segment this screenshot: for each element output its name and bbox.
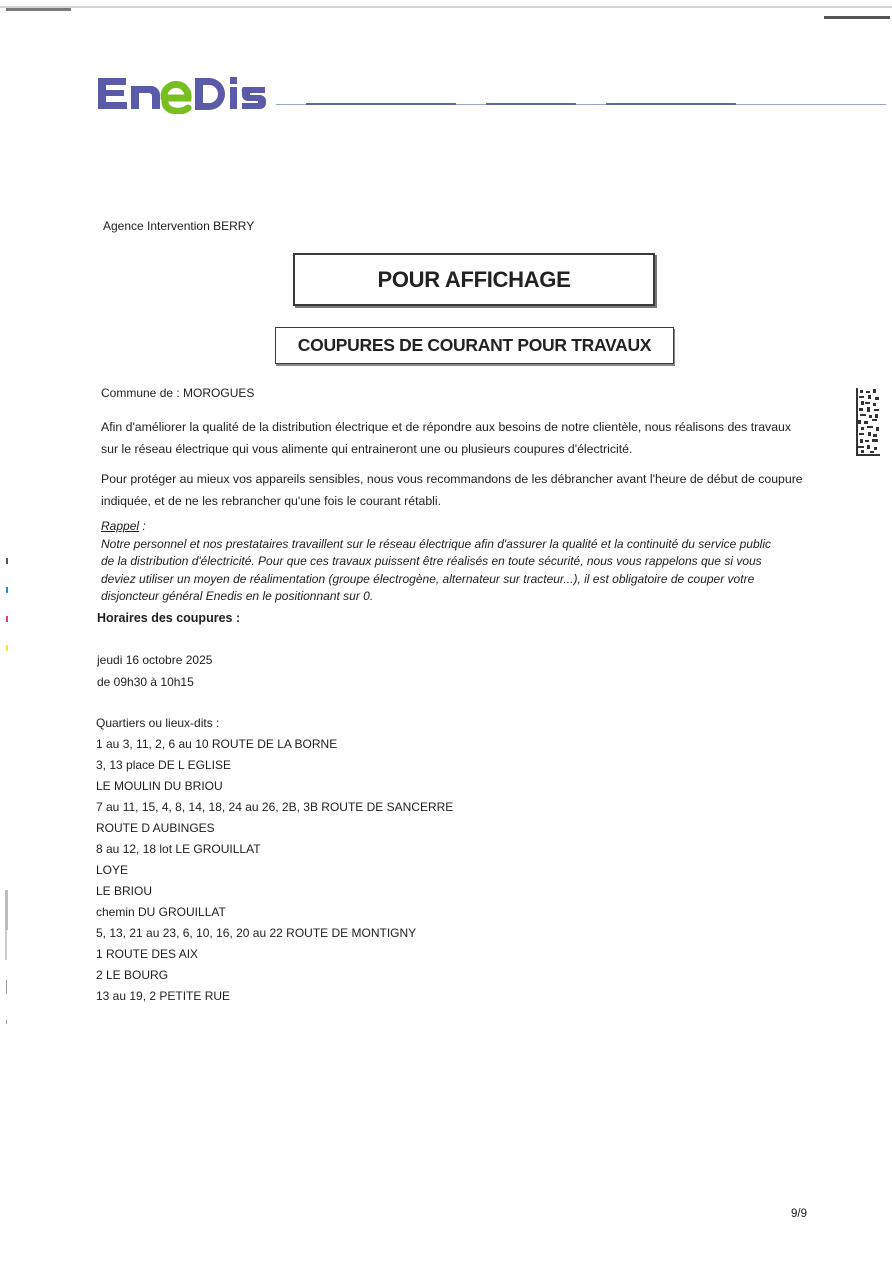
scan-top-edge (0, 6, 892, 8)
list-item: LE MOULIN DU BRIOU (96, 779, 223, 793)
datamatrix-code (856, 388, 880, 456)
enedis-logo (96, 72, 268, 114)
paragraph-devices (101, 469, 825, 512)
list-item: LE BRIOU (96, 884, 153, 898)
scan-side-marks (4, 550, 10, 1030)
list-item: ROUTE D AUBINGES (96, 821, 215, 835)
list-item: 5, 13, 21 au 23, 6, 10, 16, 20 au 22 ROUTE DE MONTIGNY (96, 926, 417, 940)
rappel-line: de la distribution d'électricité. Pour que ces travaux puissent être réalisés en toute sécurité, nous vous rappelons que si vous (101, 554, 762, 568)
list-item: 3, 13 place DE L EGLISE (96, 758, 231, 772)
paragraph-line: Afin d'améliorer la qualité de la distribution électrique et de répondre aux besoins de notre clientèle, nous réalisons des travaux (101, 420, 792, 434)
paragraph-line: Pour protéger au mieux vos appareils sensibles, nous vous recommandons de les débrancher avant l'heure de début de coupure (101, 472, 803, 486)
scan-mark-right (824, 16, 890, 19)
list-item: 7 au 11, 15, 4, 8, 14, 18, 24 au 26, 2B, 3B ROUTE DE SANCERRE (96, 800, 454, 814)
list-item: chemin DU GROUILLAT (96, 905, 226, 919)
list-item: LOYE (96, 863, 129, 877)
agency-name: Agence Intervention BERRY (103, 219, 255, 233)
horaires-heading: Horaires des coupures : (97, 611, 241, 625)
page-title: POUR AFFICHAGE (377, 266, 571, 292)
list-item: 8 au 12, 18 lot LE GROUILLAT (96, 842, 261, 856)
rappel-line: Notre personnel et nos prestataires travaillent sur le réseau électrique afin d'assurer la qualité et la continuité du service public (101, 536, 771, 551)
title-box (293, 253, 655, 306)
places-list (96, 736, 453, 1009)
list-item: 1 ROUTE DES AIX (96, 947, 199, 961)
rappel-line: disjoncteur général Enedis en le positionnant sur 0. (101, 589, 374, 603)
header-rule (276, 104, 886, 105)
rappel-label: Rappel (101, 519, 140, 533)
scan-mark-left (6, 8, 71, 11)
paragraph-line: indiquée, et de ne les rebrancher qu'une fois le courant rétabli. (101, 493, 442, 508)
list-item: 13 au 19, 2 PETITE RUE (96, 989, 231, 1003)
page-subtitle: COUPURES DE COURANT POUR TRAVAUX (297, 335, 652, 355)
paragraph-quality (101, 417, 825, 460)
rappel-colon: : (139, 519, 146, 533)
rappel-block (101, 518, 821, 606)
paragraph-line: sur le réseau électrique qui vous alimente qui entraineront une ou plusieurs coupures d'électricité. (101, 441, 633, 456)
outage-time: de 09h30 à 10h15 (97, 675, 194, 689)
page-number: 9/9 (791, 1208, 807, 1220)
subtitle-box (275, 327, 674, 364)
list-item: 2 LE BOURG (96, 968, 169, 982)
list-item: 1 au 3, 11, 2, 6 au 10 ROUTE DE LA BORNE (96, 737, 338, 751)
quartiers-label: Quartiers ou lieux-dits : (96, 716, 220, 730)
rappel-line: deviez utiliser un moyen de réalimentation (groupe électrogène, alternateur sur tracteur...), il est obligatoire de couper votre (101, 571, 755, 586)
outage-date: jeudi 16 octobre 2025 (97, 653, 213, 667)
commune: Commune de : MOROGUES (101, 386, 255, 400)
